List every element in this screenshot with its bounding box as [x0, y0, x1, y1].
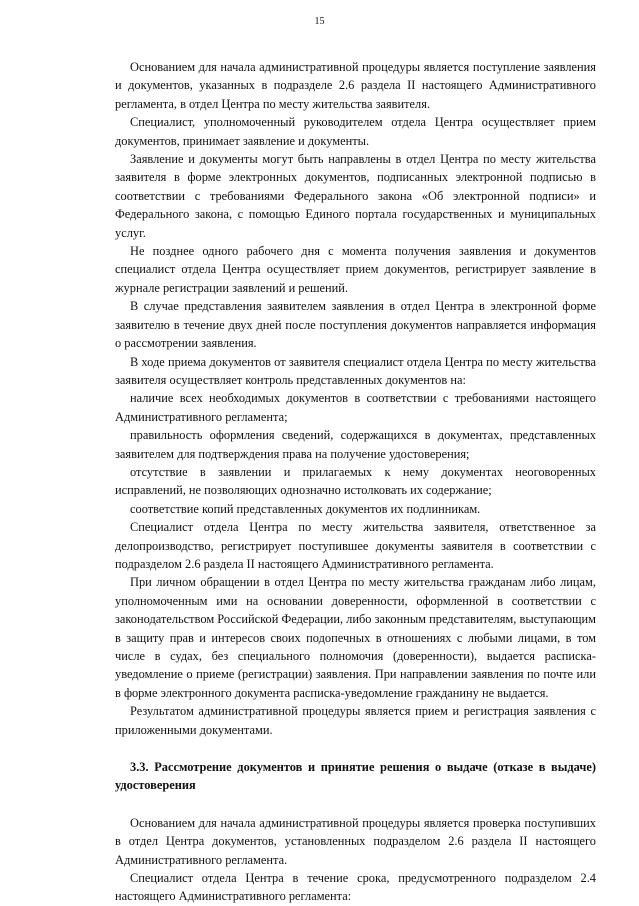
page-number: 15 — [314, 16, 325, 27]
paragraph: Специалист, уполномоченный руководителем отдела Центра осуществляет прием документов, принимает заявление и документы. — [115, 115, 596, 148]
paragraph: Результатом административной процедуры является прием и регистрация заявления с приложенными документами. — [115, 704, 596, 737]
body-text — [115, 58, 596, 906]
paragraph: В ходе приема документов от заявителя специалист отдела Центра по месту жительства заявителя осуществляет контроль представленных документов на: — [115, 354, 596, 387]
paragraph: Заявление и документы могут быть направлены в отдел Центра по месту жительства заявителя в форме электронных документов, подписанных электронной подписью в соответствии с требованиями Федерального закона «Об электронной подписи» и Федерального закона, с помощью Единого портала государственных и муниципальных услуг. — [115, 152, 596, 240]
list-item: соответствие копий представленных документов их подлинникам. — [130, 501, 481, 516]
paragraph: При личном обращении в отдел Центра по месту жительства гражданам либо лицам, уполномоченным ими на основании доверенности, оформленной в соответствии с законодательством Российской Федерации, либо законным представителям, выступающим в защиту прав и интересов своих подопечных в отношениях с любыми лицами, в том числе в судах, без специального полномочия (доверенности), выдается расписка-уведомление о приеме (регистрации) заявления. При направлении заявления по почте или в форме электронного документа расписка-уведомление гражданину не выдается. — [115, 575, 596, 700]
paragraph: Не позднее одного рабочего дня с момента получения заявления и документов специалист отдела Центра осуществляет прием документов, регистрирует заявление в журнале регистрации заявлений и решений. — [115, 244, 596, 295]
list-item: правильность оформления сведений, содержащихся в документах, представленных заявителем для подтверждения права на получение удостоверения; — [115, 428, 596, 461]
paragraph: Основанием для начала административной процедуры является поступление заявления и документов, указанных в подразделе 2.6 раздела II настоящего Административного регламента, в отдел Центра по месту жительства заявителя. — [115, 60, 596, 111]
list-item: наличие всех необходимых документов в соответствии с требованиями настоящего Административного регламента; — [115, 391, 596, 424]
list-item: отсутствие в заявлении и прилагаемых к нему документах неоговоренных исправлений, не позволяющих однозначно истолковать их содержание; — [115, 464, 596, 498]
paragraph: Основанием для начала административной процедуры является проверка поступивших в отдел Центра документов, установленных подразделом 2.6 раздела II настоящего Административного регламента. — [115, 815, 596, 867]
paragraph: Специалист отдела Центра в течение срока, предусмотренного подразделом 2.4 настоящего Административного регламента: — [115, 871, 596, 904]
paragraph: В случае представления заявителем заявления в отдел Центра в электронной форме заявителю в течение двух дней после поступления документов направляется информация о рассмотрении заявления. — [115, 299, 596, 351]
section-heading: 3.3. Рассмотрение документов и принятие решения о выдаче (отказе в выдаче) удостоверения — [115, 760, 596, 793]
paragraph: Специалист отдела Центра по месту жительства заявителя, ответственное за делопроизводство, регистрирует поступившее документы заявителя в соответствии с подразделом 2.6 раздела II настоящего Административного регламента. — [115, 520, 596, 571]
